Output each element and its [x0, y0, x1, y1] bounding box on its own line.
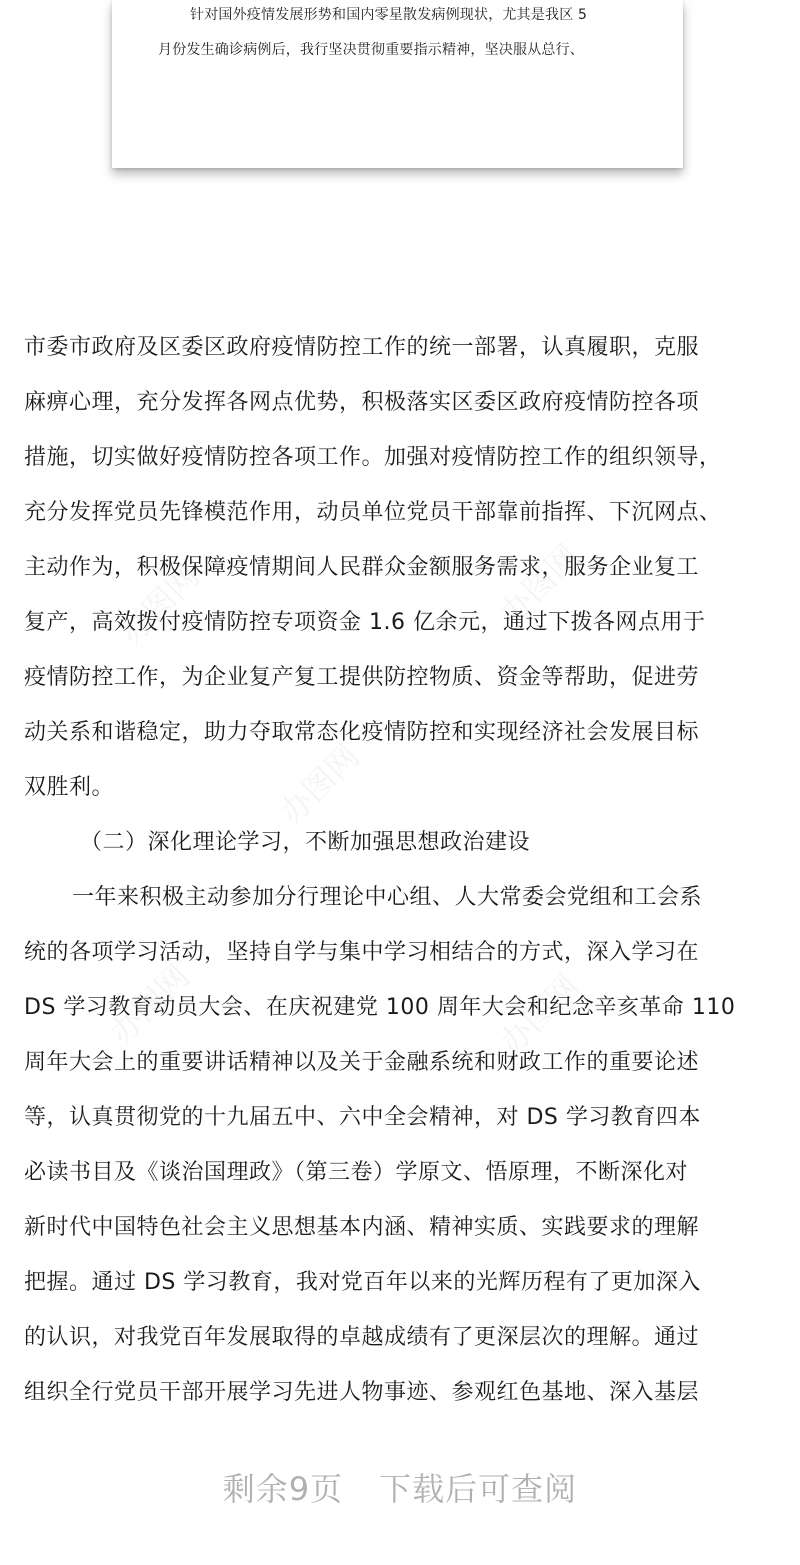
body-line: 动关系和谐稳定，助力夺取常态化疫情防控和实现经济社会发展目标 — [24, 720, 700, 745]
download-prompt[interactable] — [0, 1464, 800, 1510]
body-line: 主动作为，积极保障疫情期间人民群众金额服务需求，服务企业复工 — [24, 555, 700, 580]
body-line: 新时代中国特色社会主义思想基本内涵、精神实质、实践要求的理解 — [24, 1215, 700, 1240]
document-body — [24, 326, 784, 1426]
watermark: 办图网 — [102, 957, 197, 1052]
body-line: DS 学习教育动员大会、在庆祝建党 100 周年大会和纪念辛亥革命 110 — [24, 995, 736, 1020]
preview-line-2: 月份发生确诊病例后，我行坚决贯彻重要指示精神，坚决服从总行、 — [158, 42, 584, 58]
section-heading: （二）深化理论学习，不断加强思想政治建设 — [80, 830, 531, 855]
watermark: 办图网 — [112, 557, 207, 652]
body-line: 疫情防控工作，为企业复产复工提供防控物质、资金等帮助，促进劳 — [24, 665, 700, 690]
body-line: 把握。通过 DS 学习教育，我对党百年以来的光辉历程有了更加深入 — [24, 1270, 701, 1295]
body-line: 复产，高效拨付疫情防控专项资金 1.6 亿余元，通过下拨各网点用于 — [24, 610, 706, 635]
watermark: 办图网 — [272, 737, 367, 832]
body-line: 必读书目及《谈治国理政》（第三卷）学原文、悟原理，不断深化对 — [24, 1160, 689, 1185]
watermark: 办图网 — [492, 537, 587, 632]
body-line: 市委市政府及区委区政府疫情防控工作的统一部署，认真履职，克服 — [24, 335, 700, 360]
body-line: 措施，切实做好疫情防控各项工作。加强对疫情防控工作的组织领导， — [24, 445, 722, 470]
body-line: 双胜利。 — [24, 775, 115, 800]
body-line: 充分发挥党员先锋模范作用，动员单位党员干部靠前指挥、下沉网点、 — [24, 500, 722, 525]
body-line: 麻痹心理，充分发挥各网点优势，积极落实区委区政府疫情防控各项 — [24, 390, 700, 415]
preview-line-1: 针对国外疫情发展形势和国内零星散发病例现状，尤其是我区 5 — [190, 7, 588, 23]
body-line: 的认识，对我党百年发展取得的卓越成绩有了更深层次的理解。通过 — [24, 1325, 700, 1350]
watermark: 办图网 — [492, 967, 587, 1062]
body-line: 周年大会上的重要讲话精神以及关于金融系统和财政工作的重要论述 — [24, 1050, 700, 1075]
body-line: 统的各项学习活动，坚持自学与集中学习相结合的方式，深入学习在 — [24, 940, 700, 965]
body-line: 组织全行党员干部开展学习先进人物事迹、参观红色基地、深入基层 — [24, 1380, 700, 1405]
download-to-view-label: 下载后可查阅 — [379, 1470, 578, 1508]
remaining-pages-label: 剩余9页 — [222, 1470, 344, 1508]
body-line: 等，认真贯彻党的十九届五中、六中全会精神，对 DS 学习教育四本 — [24, 1105, 701, 1130]
preview-card — [112, 0, 683, 168]
body-line: 一年来积极主动参加分行理论中心组、人大常委会党组和工会系 — [72, 885, 703, 910]
